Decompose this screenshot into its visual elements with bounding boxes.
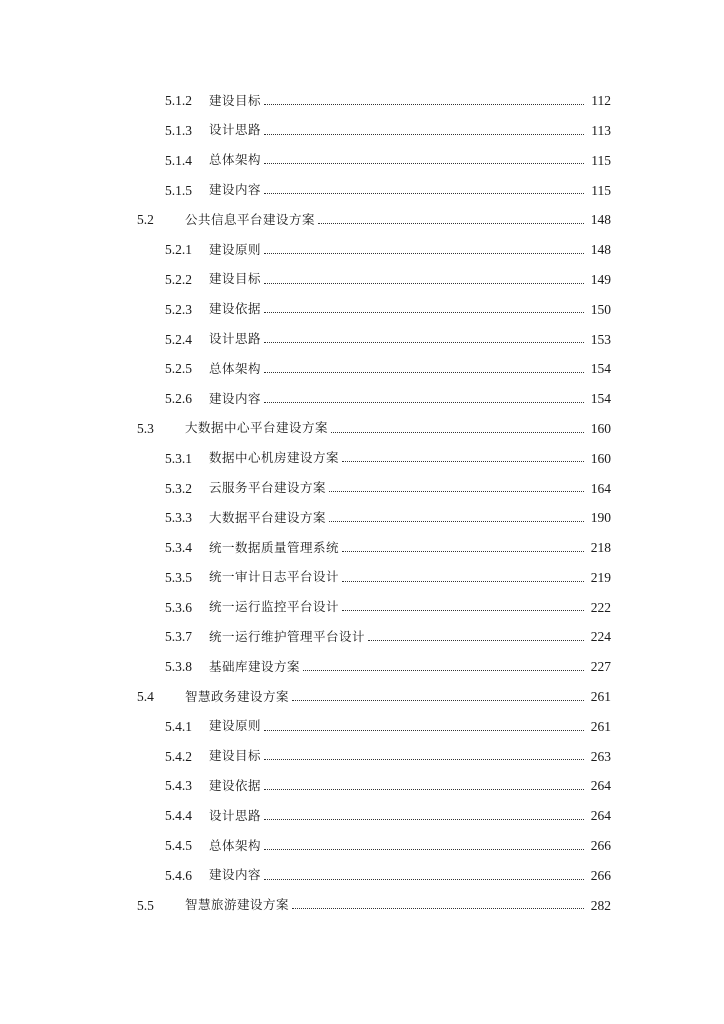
toc-entry[interactable] <box>0 265 724 295</box>
toc-entry[interactable] <box>0 861 724 891</box>
table-of-contents <box>0 86 724 920</box>
toc-entry-number: 5.2 <box>137 212 154 228</box>
toc-entry-number: 5.3.7 <box>165 629 192 645</box>
toc-leader-dots <box>342 609 584 611</box>
toc-entry[interactable] <box>0 86 724 116</box>
toc-entry-page: 149 <box>590 271 611 287</box>
toc-leader-dots <box>264 341 584 343</box>
toc-entry-page: 219 <box>590 569 611 585</box>
toc-entry-number: 5.5 <box>137 897 154 913</box>
toc-entry-page: 218 <box>590 540 611 556</box>
toc-leader-dots <box>264 818 584 820</box>
toc-entry-title: 建设原则 <box>209 241 262 257</box>
toc-entry-number: 5.1.5 <box>165 182 192 198</box>
toc-entry-page: 190 <box>590 510 611 526</box>
toc-entry-title: 建设目标 <box>209 748 262 764</box>
toc-entry-number: 5.1.4 <box>165 152 192 168</box>
toc-entry-number: 5.3.8 <box>165 659 192 675</box>
toc-entry-number: 5.3.4 <box>165 540 192 556</box>
toc-leader-dots <box>264 371 584 373</box>
toc-entry[interactable] <box>0 652 724 682</box>
toc-entry-number: 5.1.2 <box>165 93 192 109</box>
toc-leader-dots <box>264 192 584 194</box>
toc-leader-dots <box>264 848 584 850</box>
toc-entry-page: 112 <box>591 93 611 109</box>
toc-entry-number: 5.2.2 <box>165 271 192 287</box>
toc-entry-page: 227 <box>590 659 611 675</box>
toc-entry[interactable] <box>0 116 724 146</box>
toc-entry-page: 150 <box>590 301 611 317</box>
toc-entry[interactable] <box>0 444 724 474</box>
toc-entry[interactable] <box>0 295 724 325</box>
toc-entry-page: 154 <box>590 391 611 407</box>
toc-entry-title: 智慧旅游建设方案 <box>185 897 290 913</box>
toc-entry-page: 148 <box>590 212 611 228</box>
toc-entry-title: 总体架构 <box>209 360 262 376</box>
toc-entry[interactable] <box>0 354 724 384</box>
toc-entry-title: 建设目标 <box>209 271 262 287</box>
toc-entry-title: 总体架构 <box>209 152 262 168</box>
toc-entry[interactable] <box>0 742 724 772</box>
toc-entry-title: 基础库建设方案 <box>209 658 301 674</box>
toc-entry[interactable] <box>0 503 724 533</box>
toc-entry-title: 建设依据 <box>209 777 262 793</box>
toc-entry-title: 建设目标 <box>209 92 262 108</box>
toc-entry-page: 264 <box>590 778 611 794</box>
toc-entry-page: 115 <box>591 182 611 198</box>
toc-entry[interactable] <box>0 146 724 176</box>
toc-leader-dots <box>292 907 584 909</box>
toc-entry[interactable] <box>0 324 724 354</box>
toc-leader-dots <box>329 520 584 522</box>
toc-entry-title: 统一运行监控平台设计 <box>209 599 340 615</box>
toc-entry-number: 5.4.2 <box>165 748 192 764</box>
toc-leader-dots <box>292 699 584 701</box>
toc-entry-page: 266 <box>590 867 611 883</box>
toc-entry[interactable] <box>0 831 724 861</box>
toc-entry-page: 266 <box>590 838 611 854</box>
toc-entry[interactable] <box>0 801 724 831</box>
toc-entry-title: 设计思路 <box>209 122 262 138</box>
toc-leader-dots <box>264 729 584 731</box>
toc-entry-page: 115 <box>591 152 611 168</box>
toc-leader-dots <box>264 133 584 135</box>
toc-leader-dots <box>264 878 584 880</box>
toc-entry[interactable] <box>0 771 724 801</box>
toc-entry-title: 建设内容 <box>209 390 262 406</box>
toc-entry-page: 113 <box>591 122 611 138</box>
toc-entry-number: 5.4.5 <box>165 838 192 854</box>
toc-leader-dots <box>264 401 584 403</box>
toc-leader-dots <box>342 580 584 582</box>
toc-leader-dots <box>264 282 584 284</box>
toc-entry-page: 261 <box>590 689 611 705</box>
toc-entry[interactable] <box>0 235 724 265</box>
toc-leader-dots <box>318 222 584 224</box>
toc-entry-page: 148 <box>590 242 611 258</box>
toc-entry-page: 153 <box>590 331 611 347</box>
toc-entry-number: 5.3.5 <box>165 569 192 585</box>
toc-entry[interactable] <box>0 593 724 623</box>
toc-entry-number: 5.2.5 <box>165 361 192 377</box>
toc-entry-number: 5.1.3 <box>165 122 192 138</box>
toc-entry-title: 建设依据 <box>209 301 262 317</box>
toc-leader-dots <box>342 460 584 462</box>
toc-leader-dots <box>264 103 584 105</box>
toc-entry-title: 建设内容 <box>209 182 262 198</box>
toc-entry-title: 建设内容 <box>209 867 262 883</box>
toc-entry-title: 建设原则 <box>209 718 262 734</box>
toc-entry-title: 统一审计日志平台设计 <box>209 569 340 585</box>
toc-entry-number: 5.3 <box>137 420 154 436</box>
toc-entry-page: 222 <box>590 599 611 615</box>
toc-entry-page: 160 <box>590 450 611 466</box>
toc-entry-number: 5.2.6 <box>165 391 192 407</box>
toc-entry-title: 大数据中心平台建设方案 <box>185 420 329 436</box>
toc-entry-number: 5.3.1 <box>165 450 192 466</box>
toc-leader-dots <box>264 311 584 313</box>
toc-entry-title: 统一运行维护管理平台设计 <box>209 628 366 644</box>
toc-entry-page: 263 <box>590 748 611 764</box>
toc-entry[interactable] <box>0 473 724 503</box>
toc-section-entry[interactable] <box>0 682 724 712</box>
toc-entry[interactable] <box>0 563 724 593</box>
toc-entry-number: 5.2.4 <box>165 331 192 347</box>
toc-entry-title: 数据中心机房建设方案 <box>209 450 340 466</box>
toc-entry-number: 5.4.4 <box>165 808 192 824</box>
toc-entry-number: 5.4.6 <box>165 867 192 883</box>
toc-entry-title: 大数据平台建设方案 <box>209 509 327 525</box>
toc-leader-dots <box>264 788 584 790</box>
toc-entry-title: 设计思路 <box>209 807 262 823</box>
toc-entry-number: 5.4 <box>137 689 154 705</box>
toc-entry-page: 261 <box>590 718 611 734</box>
toc-entry[interactable] <box>0 712 724 742</box>
toc-entry-page: 164 <box>590 480 611 496</box>
toc-entry-title: 总体架构 <box>209 837 262 853</box>
toc-entry-number: 5.3.3 <box>165 510 192 526</box>
toc-entry-number: 5.4.1 <box>165 718 192 734</box>
toc-leader-dots <box>264 252 584 254</box>
toc-entry-number: 5.3.2 <box>165 480 192 496</box>
toc-entry-page: 282 <box>590 897 611 913</box>
toc-entry-page: 224 <box>590 629 611 645</box>
toc-entry-page: 264 <box>590 808 611 824</box>
toc-entry-title: 设计思路 <box>209 331 262 347</box>
toc-leader-dots <box>331 431 584 433</box>
toc-entry-page: 160 <box>590 420 611 436</box>
toc-entry[interactable] <box>0 175 724 205</box>
toc-entry[interactable] <box>0 622 724 652</box>
toc-section-entry[interactable] <box>0 891 724 921</box>
toc-entry-number: 5.4.3 <box>165 778 192 794</box>
toc-entry-number: 5.2.1 <box>165 242 192 258</box>
toc-section-entry[interactable] <box>0 205 724 235</box>
toc-entry-title: 云服务平台建设方案 <box>209 480 327 495</box>
toc-entry-number: 5.2.3 <box>165 301 192 317</box>
toc-leader-dots <box>342 550 584 552</box>
toc-entry-title: 智慧政务建设方案 <box>185 688 290 704</box>
toc-entry[interactable] <box>0 533 724 563</box>
toc-entry-page: 154 <box>590 361 611 377</box>
toc-entry-title: 公共信息平台建设方案 <box>185 211 316 227</box>
toc-leader-dots <box>264 162 584 164</box>
toc-entry-number: 5.3.6 <box>165 599 192 615</box>
toc-section-entry[interactable] <box>0 414 724 444</box>
toc-leader-dots <box>264 758 584 760</box>
toc-leader-dots <box>329 490 584 492</box>
toc-leader-dots <box>303 669 584 671</box>
toc-entry[interactable] <box>0 384 724 414</box>
toc-leader-dots <box>368 639 584 641</box>
toc-entry-title: 统一数据质量管理系统 <box>209 539 340 555</box>
